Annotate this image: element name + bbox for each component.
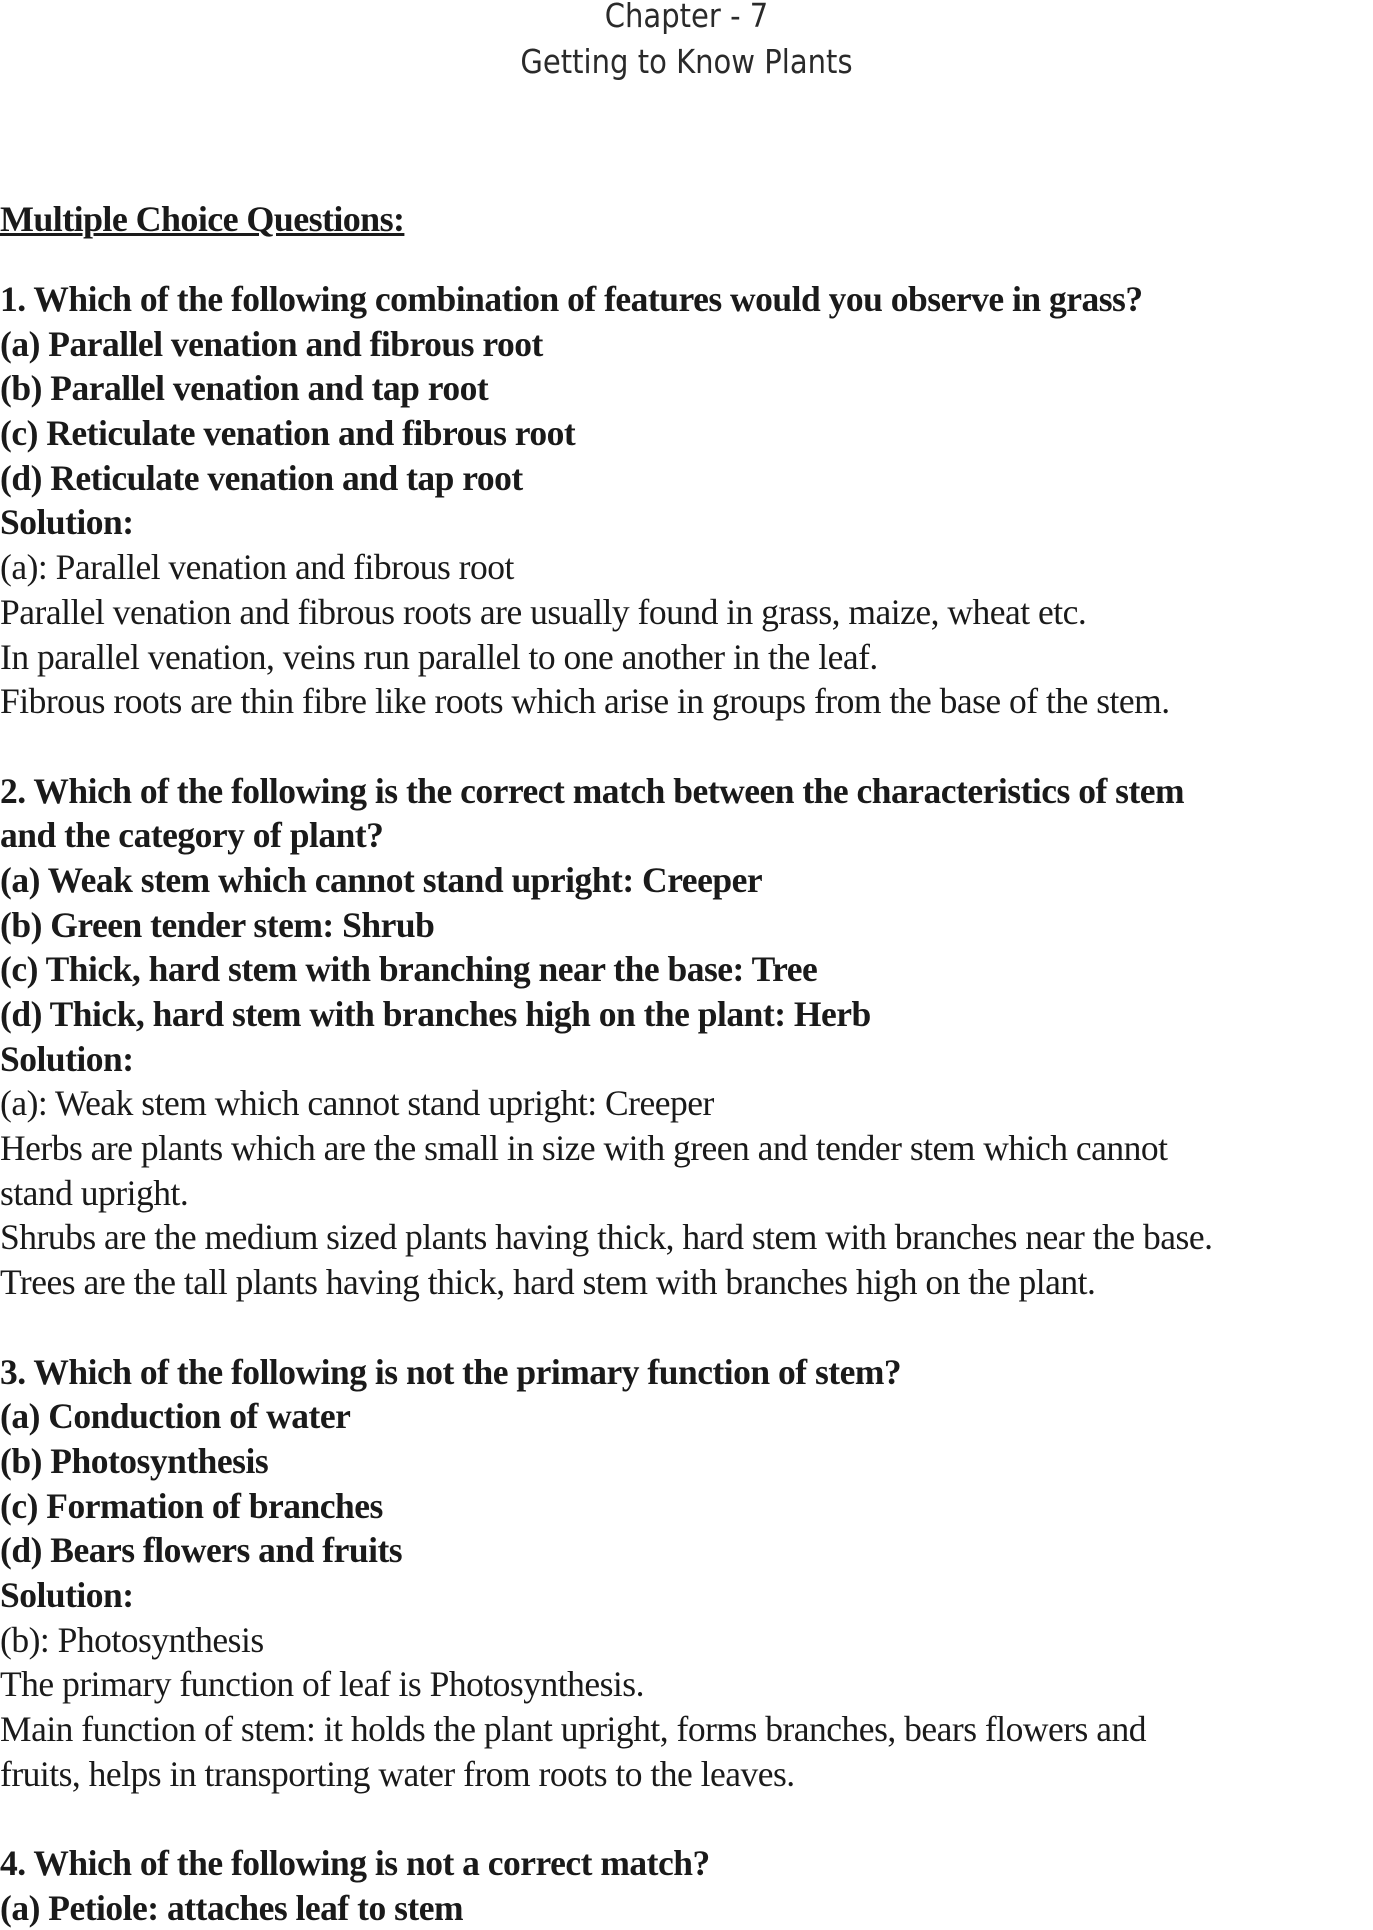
solution-text: Main function of stem: it holds the plant upright, forms branches, bears flowers and [0,1709,1147,1749]
solution-text: Herbs are plants which are the small in size with green and tender stem which cannot [0,1128,1168,1169]
option-1d: (d) Reticulate venation and tap root [0,457,523,498]
section-title: Multiple Choice Questions: [0,199,405,239]
option-2c: (c) Thick, hard stem with branching near the base: Tree [0,949,818,990]
option-1b: (b) Parallel venation and tap root [0,368,489,409]
solution-text: Shrubs are the medium sized plants having thick, hard stem with branches near the base. [0,1217,1213,1258]
option-3c: (c) Formation of branches [0,1485,383,1526]
solution-text: The primary function of leaf is Photosynthesis. [0,1664,644,1705]
solution-answer: (a): Parallel venation and fibrous root [0,547,514,588]
solution-label: Solution: [0,1574,134,1615]
document-body [0,277,1373,1930]
solution-text: Parallel venation and fibrous roots are usually found in grass, maize, wheat etc. [0,591,1087,632]
solution-label: Solution: [0,1038,134,1079]
option-4a: (a) Petiole: attaches leaf to stem [0,1887,464,1928]
question-2-cont: and the category of plant? [0,815,384,856]
option-1c: (c) Reticulate venation and fibrous root [0,413,576,454]
solution-text: fruits, helps in transporting water from roots to the leaves. [0,1753,795,1794]
question-3: 3. Which of the following is not the primary function of stem? [0,1351,902,1392]
option-3b: (b) Photosynthesis [0,1440,269,1481]
question-2: 2. Which of the following is the correct match between the characteristics of stem [0,770,1185,811]
option-3a: (a) Conduction of water [0,1396,351,1437]
chapter-title: Getting to Know Plants [520,42,853,81]
option-2b: (b) Green tender stem: Shrub [0,904,435,945]
solution-text: Fibrous roots are thin fibre like roots which arise in groups from the base of the stem. [0,681,1170,722]
option-3d: (d) Bears flowers and fruits [0,1530,403,1571]
solution-text: In parallel venation, veins run parallel to one another in the leaf. [0,636,878,677]
solution-text: Trees are the tall plants having thick, hard stem with branches high on the plant. [0,1262,1096,1303]
option-1a: (a) Parallel venation and fibrous root [0,323,543,364]
solution-answer: (b): Photosynthesis [0,1619,264,1660]
question-1: 1. Which of the following combination of features would you observe in grass? [0,279,1143,319]
solution-label: Solution: [0,502,134,543]
option-2a: (a) Weak stem which cannot stand upright: Creeper [0,859,763,900]
option-2d: (d) Thick, hard stem with branches high on the plant: Herb [0,994,871,1034]
chapter-number: Chapter - 7 [604,0,769,35]
question-4: 4. Which of the following is not a correct match? [0,1843,710,1884]
solution-answer: (a): Weak stem which cannot stand upright: Creeper [0,1083,714,1124]
solution-text: stand upright. [0,1172,189,1213]
